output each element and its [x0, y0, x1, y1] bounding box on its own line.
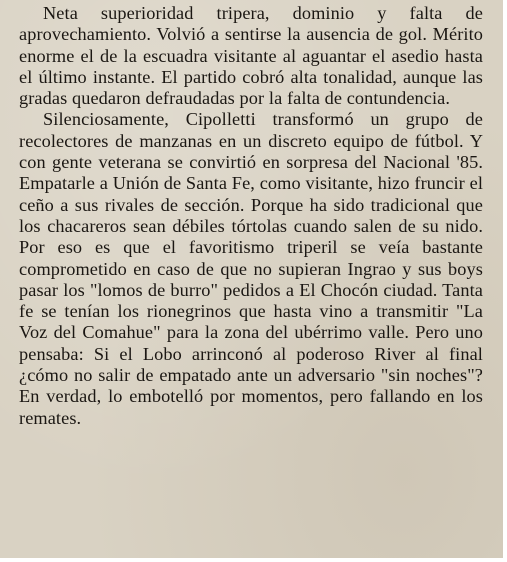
page-margin-bottom [0, 558, 507, 562]
article-paragraph-1: Neta superioridad tripera, dominio y falta de aprovechamiento. Volvió a sentirse la ausencia de gol. Mérito enorme el de la escuadra visitante al aguantar el asedio hasta el último instante. El partido cobró alta tonalidad, aunque las gradas quedaron defraudadas por la falta de contundencia. [19, 3, 483, 109]
page-margin-right [503, 0, 507, 562]
article-text-column [19, 3, 483, 429]
article-paragraph-2: Silenciosamente, Cipolletti transformó un grupo de recolectores de manzanas en un discreto equipo de fútbol. Y con gente veterana se convirtió en sorpresa del Nacional '85. Empatarle a Unión de Santa Fe, como visitante, hizo fruncir el ceño a sus rivales de sección. Porque ha sido tradicional que los chacareros sean débiles tórtolas cuando salen de su nido. Por eso es que el favoritismo triperil se veía bastante comprometido en caso de que no supieran Ingrao y sus boys pasar los "lomos de burro" pedidos a El Chocón ciudad. Tanta fe se tenían los rionegrinos que hasta vino a transmitir "La Voz del Comahue" para la zona del ubérrimo valle. Pero uno pensaba: Si el Lobo arrinconó al poderoso River al final ¿cómo no salir de empatado ante un adversario "sin noches"? En verdad, lo embotelló por momentos, pero fallando en los remates. [19, 109, 483, 428]
